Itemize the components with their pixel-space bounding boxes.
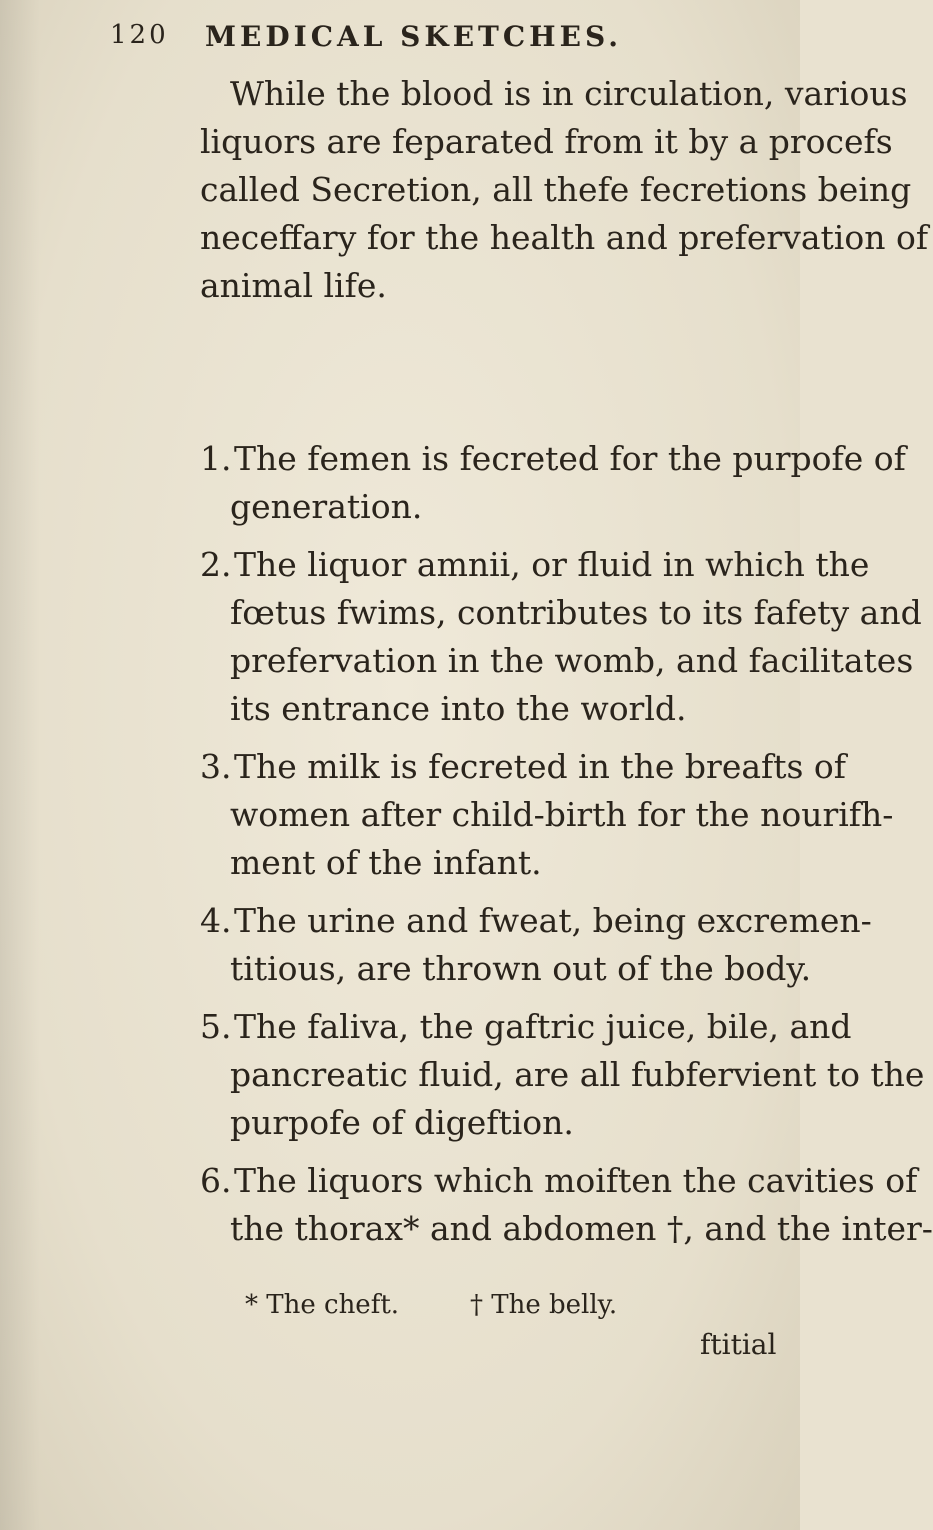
item-number: 2. xyxy=(200,545,232,584)
text-line: The liquors which moiften the cavities of xyxy=(234,1161,918,1200)
list-item xyxy=(200,1003,925,1147)
text-line: fœtus fwims, contributes to its fafety and xyxy=(230,593,922,632)
text-line: The liquor amnii, or fluid in which the xyxy=(234,545,870,584)
list-item xyxy=(200,897,872,993)
text-line: liquors are feparated from it by a procefs xyxy=(200,122,893,161)
footnotes xyxy=(0,1290,800,1330)
item-number: 4. xyxy=(200,901,232,940)
footnote-abdomen: † The belly. xyxy=(470,1290,618,1320)
footnote-thorax: * The cheft. xyxy=(245,1290,400,1320)
text-line: The faliva, the gaftric juice, bile, and xyxy=(234,1007,852,1046)
text-line: the thorax* and abdomen †, and the inter- xyxy=(230,1209,933,1248)
text-line: prefervation in the womb, and facilitates xyxy=(230,641,914,680)
text-line: pancreatic fluid, are all fubfervient to the xyxy=(230,1055,925,1094)
list-item xyxy=(200,541,922,733)
item-number: 3. xyxy=(200,747,232,786)
page-number: 120 xyxy=(110,20,169,50)
text-line: generation. xyxy=(230,487,423,526)
running-head: MEDICAL SKETCHES. xyxy=(205,20,622,53)
text-line: animal life. xyxy=(200,266,387,305)
text-line: women after child-birth for the nourifh- xyxy=(230,795,894,834)
text-line: its entrance into the world. xyxy=(230,689,687,728)
text-line: neceffary for the health and prefervation of xyxy=(200,218,929,257)
list-item xyxy=(200,743,894,887)
catchword: ftitial xyxy=(700,1328,777,1361)
intro-paragraph xyxy=(200,70,929,310)
text-line: While the blood is in circulation, various xyxy=(230,74,908,113)
text-line: The femen is fecreted for the purpofe of xyxy=(234,439,906,478)
text-line: The urine and fweat, being excremen- xyxy=(234,901,872,940)
text-line: The milk is fecreted in the breafts of xyxy=(234,747,846,786)
page-header xyxy=(110,20,710,60)
secretions-list xyxy=(200,435,933,1263)
list-item xyxy=(200,435,906,531)
item-number: 5. xyxy=(200,1007,232,1046)
text-line: ment of the infant. xyxy=(230,843,542,882)
list-item xyxy=(200,1157,933,1253)
item-number: 6. xyxy=(200,1161,232,1200)
text-line: called Secretion, all thefe fecretions being xyxy=(200,170,912,209)
text-line: titious, are thrown out of the body. xyxy=(230,949,812,988)
item-number: 1. xyxy=(200,439,232,478)
text-line: purpofe of digeftion. xyxy=(230,1103,574,1142)
